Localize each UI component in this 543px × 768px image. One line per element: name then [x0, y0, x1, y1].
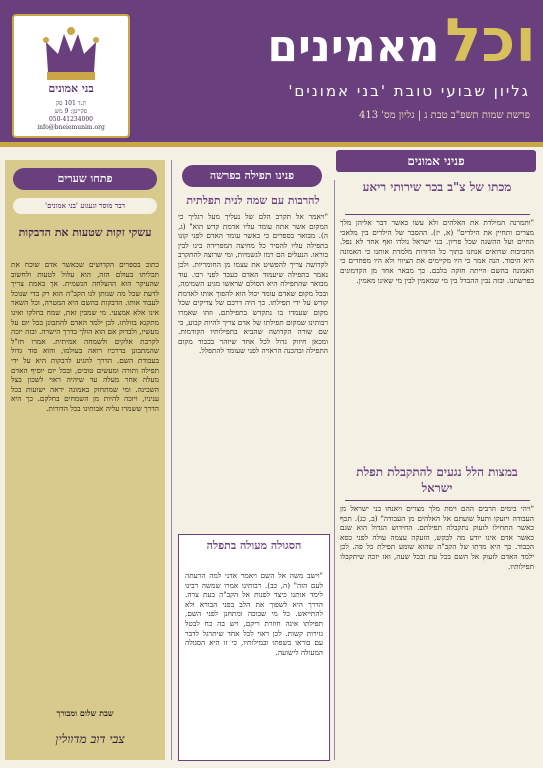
crown-icon [42, 24, 100, 86]
middle-article1-text: "ויאמר אל תקרב הלם של נעליך מעל רגליך כי המקום אשר אתה עומד עליו אדמת קדש הוא" (ג, ה). מבואר בספרים כי כאשר עומד האדם לפני קונו בתפילה עליו להסיר כל מחיצה המפרידה בינו לבין בוראו. הנעלים הם רמז לגשמיות, ומי שרוצה להתקרב לקדושה צריך להפשיט את עצמו מן החומריות. ולכן נאמר בתפילה שיעמוד האדם כעבד לפני רבו. עוד מבואר שהתפילה היא הסולם שראשו מגיע השמימה, ובכל מקום שאדם עומד יכול הוא להפוך אותו לאדמת קודש על ידי תפילתו. כך היה דרכם של צדיקים שכל מקום שעמדו בו נתקדש בתפילתם. וזהו שאמרו רבותינו שמקום תפילתו של אדם צריך להיות קבוע, כי שם שורה הקדושה שהביא בתפילותיו הקודמות. ומכאן חיזוק גדול לכל אחד שיזהר בכבוד מקום התפילה ובהכנה הראויה לפני שעומד להתפלל. [178, 212, 328, 356]
right-article2-title: במצות הלל נגעים להתקבלת תפלת ישראל [356, 465, 518, 495]
right-article1-title: מכתו של צ"ב בכר שירותי ריאע [362, 180, 512, 194]
middle-section-pill: פנינו תפילה בפרשה [182, 165, 322, 187]
right-section-bar: פניני אמונים [336, 150, 536, 172]
logo-contact: ת.ד 101 סק סקייטן: 9 מש 050-41234000 info@bneiemunim.org [37, 100, 105, 131]
column-divider-right [334, 180, 335, 760]
gold-divider [0, 142, 543, 147]
left-closing: שבת שלום ומבורך [56, 708, 114, 718]
left-byline: דבר מוסר וגעגוע 'בני אמונים' [13, 198, 157, 214]
right-article1-text: "ותמרנה המילדת את האלהים ולא עשו כאשר דבר אליהן מלך מצרים ותחיין את הילדים" (א, יז). ההסבר של הילדים בין מלאכי החיים ועל ההשגה שכל פריון. בני ישראל נולדו ואף אחד לא נפל. החביבות שרואים אנחנו בתוך כל הדורות מלמדת אותנו כי האמונה היא היסוד. הנה אמר כי היו מקיימים את הציווי ולא היו מפחדים כי האמונה בהשם הייתה חזקה בלבם. כך מבאר אחד מן הקדמונים בפרשתנו. ובזה נבין ההבדל בין מי שמאמין לבין מי שאינו מאמין. [340, 218, 534, 285]
issue-line: פרשת שמות תשפ"ב טבת נ | גליון מס' 413 [358, 110, 530, 121]
logo[interactable] [12, 14, 130, 138]
middle-box-title: הסגולה מעולה בתפלה [206, 539, 302, 552]
masthead-accent: וכל [445, 6, 536, 76]
middle-box [178, 534, 330, 761]
right-article2-text: "ויהי בימים הרבים ההם וימת מלך מצרים ויאנחו בני ישראל מן העבודה ויזעקו ותעל שועתם אל האלהים מן העבודה" (ב, כג). תכף כאשר התחילו לזעוק נתקבלה תפילתם. החידוש הגדול הוא שגם כאשר אדם אינו יודע מה לבקש, הזעקה עצמה עולה לפני כסא הכבוד. כך היא מדתו של הקב"ה שהוא שומע תפילת כל פה. לכן ילמד האדם לזעוק אל השם בכל עת ובכל שעה, ואז יזכה שיתקבלו תפילותיו. [340, 504, 534, 571]
left-column-panel [5, 160, 165, 760]
left-title: עשקי זקות שטעות את הדבקות [18, 226, 152, 239]
left-section-pill: פתחו שערים [13, 168, 157, 190]
middle-box-text: "וישב משה אל השם ויאמר אדני למה הרעתה לעם הזה" (ה, כב). רבותינו אמרו שמשה רבינו לימד אותנו כיצד לפנות אל הקב"ה בעת צרה. הדרך היא לשפוך את הלב בפני הבורא ולא להתייאש. כל מי שבוכה ומתחנן לפני השם, תפילתו אינה חוזרת ריקם, ויש בה כח לבטל גזירות קשות. לכן ראוי לכל אחד שיתרגל לדבר עם בוראו בשפתו ובמילותיו, כי זו היא הסגולה המעולה לישועה. [185, 571, 323, 657]
left-text: כתוב בספרים הקדושים שכאשר אדם שוכח את תכליתו בעולם הזה, הוא עלול לטעות ולחשוב שהעיקר הוא ההצלחה הגשמית. אך באמת צריך לדעת שכל מה שנותן לנו הקב"ה הוא רק כדי שנוכל לעבוד אותו. הדבקות בהשם היא המטרה, וכל השאר אינו אלא אמצעי. מי שמבין זאת, שמח בחלקו ואינו מתקנא בזולתו. לכן ילמד האדם להתבונן בכל יום על מעשיו, ולבדוק אם הוא הולך בדרך הישרה. ובזה יזכה לקרבת אלקים ולשמחה אמיתית. אמרו חז"ל שהמתבונן בדרכיו רואה בעולמו, והוא סוד גדול בעבודת השם. הדרך להגיע לדבקות היא על ידי תפילה ותורה ומעשים טובים, ובכל יום יוסיף האדם מעלה אחר מעלה עד שיהיה ראוי לשכון בצל השכינה. ומי שמתחזק באמונה יראה ישועות בכל עניניו, ויזכה להיות מן השמחים בחלקם. כך היא הדרך ששמרו עליה אבותינו בכל הדורות. [11, 260, 159, 413]
right-rule-1 [345, 214, 530, 215]
middle-article1-title: להרבות עם שמה לנית תפלתית [186, 194, 320, 207]
masthead-main: מאמינים [267, 21, 440, 72]
masthead-subtitle: גליון שבועי טובת 'בני אמונים' [288, 82, 530, 100]
column-divider-left [171, 160, 172, 760]
signature: צבי דוב מדוולין [55, 732, 125, 746]
right-rule-2 [345, 500, 530, 501]
header-banner [0, 0, 543, 142]
logo-name: בני אמונים [48, 82, 94, 95]
